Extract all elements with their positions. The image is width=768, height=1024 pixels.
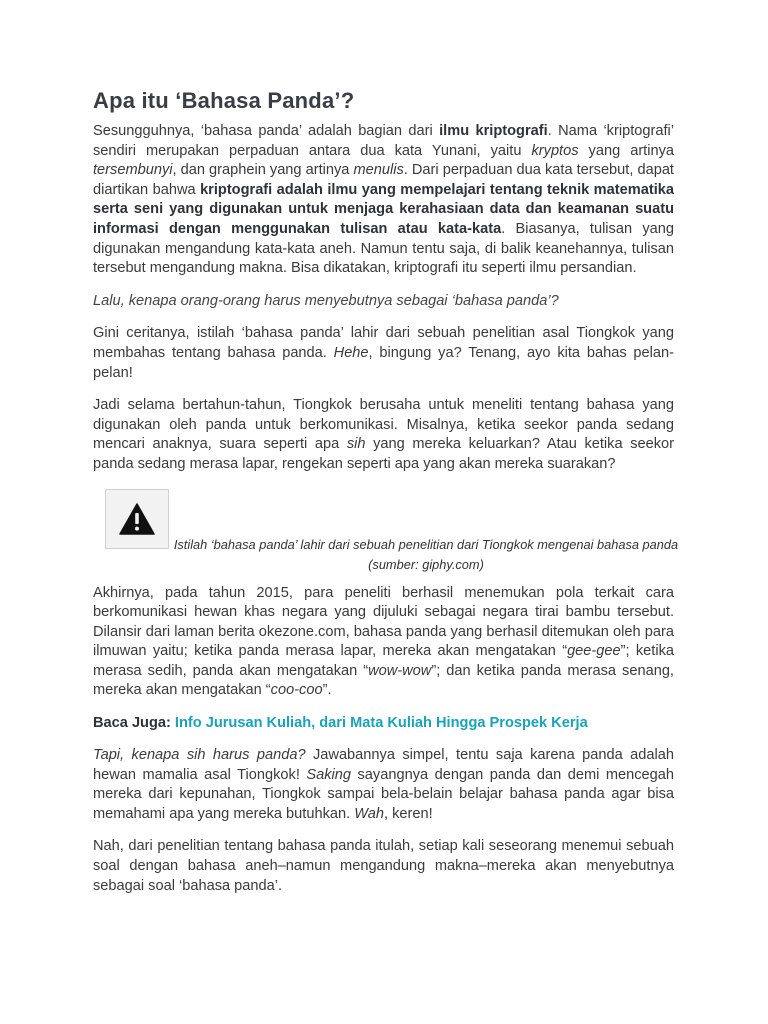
broken-image-placeholder — [105, 489, 169, 549]
italic-text: kryptos — [531, 142, 579, 159]
text-run: , dan graphein yang artinya — [172, 162, 354, 179]
text-run: ”; dan ketika panda merasa senang, mereka akan mengatakan “ — [93, 662, 674, 699]
italic-text: gee-gee — [567, 643, 621, 660]
paragraph-5 — [93, 584, 674, 702]
text-run: yang mereka keluarkan? Atau ketika seekor panda sedang merasa lapar, rengekan seperti apa yang akan mereka suarakan? — [93, 436, 674, 472]
paragraph-6 — [93, 746, 674, 824]
italic-text: wow-wow — [368, 662, 432, 679]
text-run: , keren! — [383, 805, 433, 822]
paragraph-2 — [93, 292, 674, 312]
italic-text: Saking — [306, 766, 352, 783]
text-run: . Nama ‘kriptografi’ sendiri merupakan perpaduan antara dua kata Yunani, yaitu — [93, 123, 674, 159]
paragraph-7: Nah, dari penelitian tentang bahasa panda itulah, setiap kali seseorang menemui sebuah soal dengan bahasa aneh–namun mengandung makna–mereka akan menyebutnya sebagai soal ‘bahasa panda’. — [93, 838, 674, 894]
italic-text: Tapi, kenapa sih harus panda? — [93, 747, 306, 764]
text-run: yang artinya — [578, 142, 675, 159]
figure-caption: Istilah ‘bahasa panda’ lahir dari sebuah penelitian dari Tiongkok mengenai bahasa panda (sumber: giphy.com) — [173, 536, 679, 572]
text-run: ”; ketika merasa sedih, panda akan mengatakan “ — [93, 643, 675, 679]
italic-text: coo-coo — [270, 682, 323, 699]
text-run: . Biasanya, tulisan yang digunakan mengandung kata-kata aneh. Namun tentu saja, di balik keanehannya, tulisan tersebut mengandung makna. Bisa dikatakan, kriptografi itu seperti ilmu persandian. — [93, 220, 675, 277]
text-run: Jadi selama bertahun-tahun, Tiongkok berusaha untuk meneliti tentang bahasa yang digunakan oleh panda untuk berkomunikasi. Misalnya, ketika seekor panda sedang mencari anaknya, suara seperti apa — [93, 397, 674, 453]
bold-text: ilmu kriptografi — [439, 123, 548, 139]
paragraph-4 — [93, 396, 674, 474]
text-run: . Dari perpaduan dua kata tersebut, dapat diartikan bahwa — [93, 162, 674, 198]
figure — [93, 489, 679, 572]
paragraph-1 — [93, 122, 674, 279]
text-run: Jawabannya simpel, tentu saja karena panda adalah hewan mamalia asal Tiongkok! — [93, 747, 674, 783]
text-run: Akhirnya, pada tahun 2015, para peneliti berhasil menemukan pola terkait cara berkomunikasi hewan khas negara yang dijuluki sebagai negara tirai bambu tersebut. Dilansir dari laman berita okezone.com, bahasa panda yang berhasil ditemukan oleh para ilmuwan yaitu; ketika panda merasa lapar, mereka akan mengatakan “ — [93, 584, 674, 660]
paragraph-3 — [93, 324, 674, 383]
baca-juga-label: Baca Juga: — [93, 715, 175, 732]
text-run: sayangnya dengan panda dan demi mencegah mereka dari kepunahan, Tiongkok sampai bela-belain belajar bahasa panda agar bisa memahami apa yang mereka butuhkan. — [93, 766, 674, 822]
italic-text: tersembunyi — [93, 162, 173, 179]
baca-juga-link[interactable]: Info Jurusan Kuliah, dari Mata Kuliah Hingga Prospek Kerja — [174, 715, 588, 732]
italic-question: Lalu, kenapa orang-orang harus menyebutnya sebagai ‘bahasa panda’? — [93, 292, 559, 309]
italic-text: Wah — [354, 805, 384, 822]
article-title: Apa itu ‘Bahasa Panda’? — [93, 88, 355, 113]
bold-text: kriptografi adalah ilmu yang mempelajari tentang teknik matematika serta seni yang digunakan untuk menjaga kerahasiaan data dan keamanan suatu informasi dengan menggunakan tulisan atau kata-kata — [93, 181, 674, 237]
italic-text: sih — [346, 436, 366, 453]
baca-juga — [93, 713, 674, 733]
text-run: ”. — [322, 682, 332, 699]
italic-text: menulis — [353, 162, 404, 179]
text-run: , bingung ya? Tenang, ayo kita bahas pelan-pelan! — [93, 344, 674, 381]
warning-icon — [119, 503, 155, 535]
text-run: Gini ceritanya, istilah ‘bahasa panda’ lahir dari sebuah penelitian asal Tiongkok yang membahas tentang bahasa panda. — [93, 325, 674, 361]
text-run: Sesungguhnya, ‘bahasa panda’ adalah bagian dari — [93, 123, 440, 139]
italic-text: Hehe — [333, 344, 369, 361]
